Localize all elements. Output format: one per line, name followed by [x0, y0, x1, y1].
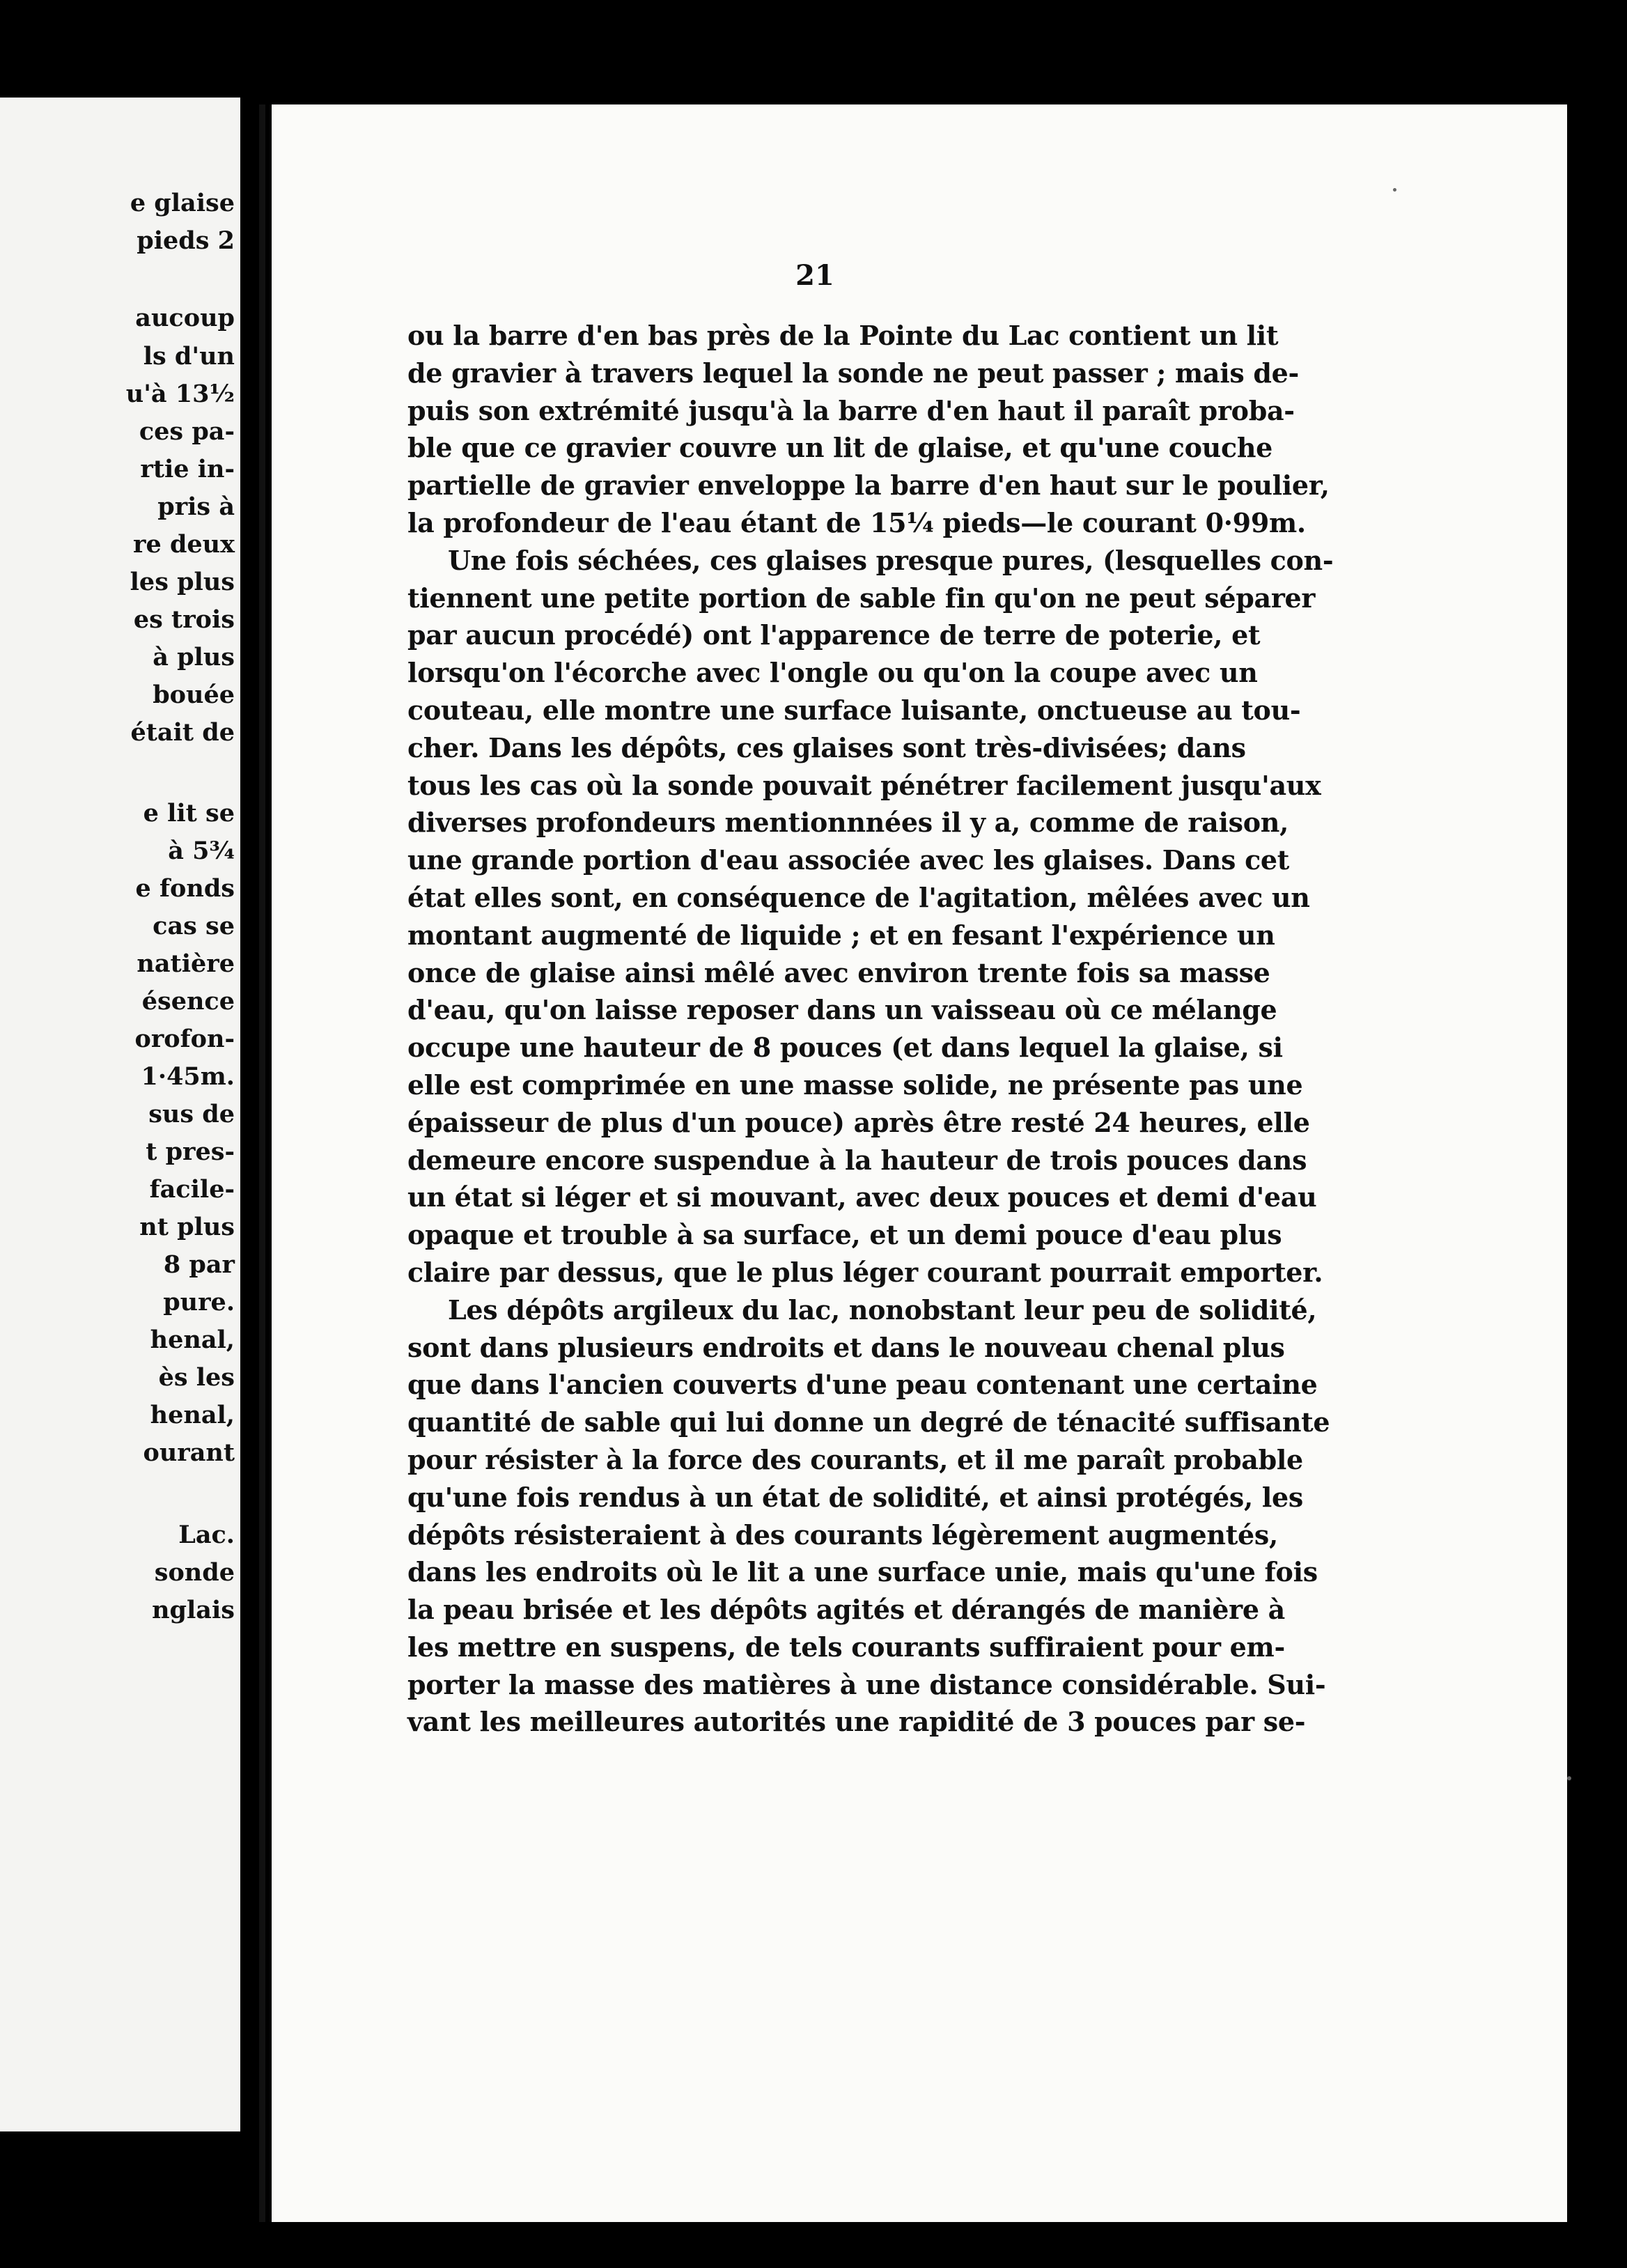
- text-line: puis son extrémité jusqu'à la barre d'en haut il paraît proba-: [407, 394, 1295, 426]
- text-line: ble que ce gravier couvre un lit de glaise, et qu'une couche: [407, 432, 1273, 464]
- left-page-line: es trois: [133, 605, 235, 634]
- left-page-line: ls d'un: [143, 342, 235, 371]
- text-line: pour résister à la force des courants, et il me paraît probable: [407, 1443, 1303, 1475]
- text-line: dépôts résisteraient à des courants légèrement augmentés,: [407, 1519, 1278, 1551]
- left-page-line: bouée: [153, 681, 235, 709]
- left-page-line: nt plus: [139, 1213, 235, 1241]
- left-page-line: à 5¾: [168, 837, 235, 865]
- text-line: que dans l'ancien couverts d'une peau contenant une certaine: [407, 1369, 1318, 1401]
- text-line: elle est comprimée en une masse solide, ne présente pas une: [407, 1069, 1303, 1101]
- text-line: la profondeur de l'eau étant de 15¼ pieds—le courant 0·99m.: [407, 506, 1306, 538]
- text-line: état elles sont, en conséquence de l'agitation, mêlées avec un: [407, 881, 1310, 913]
- paper-speck: [1393, 188, 1396, 192]
- left-page-line: facile-: [149, 1175, 235, 1204]
- left-page-fragment: [0, 98, 240, 2131]
- left-page-line: orofon-: [134, 1025, 235, 1053]
- gutter-rule: [259, 104, 265, 2222]
- left-page-line: pris à: [157, 492, 235, 521]
- text-line: sont dans plusieurs endroits et dans le nouveau chenal plus: [407, 1331, 1285, 1363]
- left-page-line: henal,: [150, 1326, 235, 1354]
- left-page-line: natière: [137, 949, 235, 978]
- text-line: les mettre en suspens, de tels courants suffiraient pour em-: [407, 1631, 1285, 1663]
- text-line: Les dépôts argileux du lac, nonobstant leur peu de solidité,: [448, 1294, 1317, 1326]
- text-line: tiennent une petite portion de sable fin qu'on ne peut séparer: [407, 582, 1316, 614]
- body-text: [407, 317, 1334, 1741]
- left-page-line: Lac.: [178, 1521, 235, 1549]
- text-line: lorsqu'on l'écorche avec l'ongle ou qu'on la coupe avec un: [407, 657, 1258, 689]
- text-line: par aucun procédé) ont l'apparence de terre de poterie, et: [407, 619, 1261, 651]
- left-page-line: était de: [130, 718, 235, 747]
- left-page-line: henal,: [150, 1401, 235, 1429]
- left-page-line: 8 par: [163, 1250, 235, 1279]
- left-page-line: ces pa-: [139, 417, 235, 446]
- text-line: partielle de gravier enveloppe la barre d'en haut sur le poulier,: [407, 469, 1330, 502]
- text-line: épaisseur de plus d'un pouce) après être resté 24 heures, elle: [407, 1106, 1310, 1138]
- text-line: ou la barre d'en bas près de la Pointe du Lac contient un lit: [407, 320, 1279, 351]
- left-page-line: u'à 13½: [125, 380, 235, 408]
- text-line: once de glaise ainsi mêlé avec environ trente fois sa masse: [407, 956, 1270, 988]
- left-page-line: ésence: [141, 987, 235, 1016]
- text-line: une grande portion d'eau associée avec les glaises. Dans cet: [407, 844, 1290, 876]
- text-line: opaque et trouble à sa surface, et un demi pouce d'eau plus: [407, 1219, 1282, 1251]
- page-number: 21: [795, 259, 834, 292]
- text-line: Une fois séchées, ces glaises presque pures, (lesquelles con-: [448, 544, 1334, 576]
- text-line: occupe une hauteur de 8 pouces (et dans lequel la glaise, si: [407, 1032, 1283, 1064]
- text-line: couteau, elle montre une surface luisante, onctueuse au tou-: [407, 694, 1301, 726]
- text-line: dans les endroits où le lit a une surface unie, mais qu'une fois: [407, 1556, 1318, 1588]
- text-line: claire par dessus, que le plus léger courant pourrait emporter.: [407, 1256, 1323, 1288]
- left-page-line: sus de: [148, 1100, 235, 1128]
- left-page-line: ès les: [158, 1363, 235, 1392]
- left-page-line: rtie in-: [140, 455, 235, 483]
- left-page-line: pieds 2: [137, 226, 235, 255]
- text-line: vant les meilleures autorités une rapidité de 3 pouces par se-: [407, 1706, 1306, 1738]
- left-page-line: 1·45m.: [141, 1062, 235, 1091]
- text-line: porter la masse des matières à une distance considérable. Sui-: [407, 1668, 1326, 1700]
- text-line: demeure encore suspendue à la hauteur de trois pouces dans: [407, 1144, 1307, 1176]
- left-page-line: à plus: [153, 643, 235, 671]
- paper-speck: [1567, 1776, 1571, 1780]
- text-line: un état si léger et si mouvant, avec deux pouces et demi d'eau: [407, 1181, 1317, 1213]
- left-page-line: e fonds: [135, 874, 235, 903]
- text-line: diverses profondeurs mentionnnées il y a, comme de raison,: [407, 807, 1289, 839]
- left-page-line: ourant: [143, 1438, 235, 1467]
- left-page-line: e lit se: [143, 799, 235, 828]
- left-page-line: cas se: [153, 912, 235, 940]
- left-page-line: e glaise: [130, 189, 235, 217]
- text-line: qu'une fois rendus à un état de solidité, et ainsi protégés, les: [407, 1481, 1303, 1513]
- left-page-line: les plus: [130, 568, 235, 596]
- text-line: d'eau, qu'on laisse reposer dans un vaisseau où ce mélange: [407, 994, 1277, 1026]
- left-page-line: t pres-: [146, 1137, 235, 1166]
- text-line: montant augmenté de liquide ; et en fesant l'expérience un: [407, 919, 1275, 951]
- text-line: la peau brisée et les dépôts agités et dérangés de manière à: [407, 1594, 1285, 1626]
- left-page-line: aucoup: [135, 304, 235, 332]
- left-page-line: nglais: [152, 1596, 235, 1624]
- left-page-line: re deux: [133, 530, 235, 559]
- text-line: tous les cas où la sonde pouvait pénétrer facilement jusqu'aux: [407, 769, 1321, 801]
- left-page-line: sonde: [154, 1558, 235, 1587]
- text-line: quantité de sable qui lui donne un degré de ténacité suffisante: [407, 1406, 1330, 1438]
- text-line: cher. Dans les dépôts, ces glaises sont très-divisées; dans: [407, 731, 1246, 763]
- left-page-line: pure.: [163, 1288, 235, 1316]
- text-line: de gravier à travers lequel la sonde ne peut passer ; mais de-: [407, 357, 1300, 389]
